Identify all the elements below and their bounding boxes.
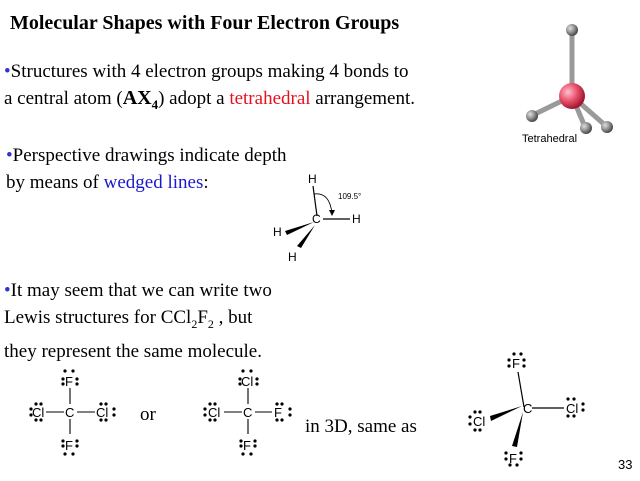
lewis1-center: C xyxy=(65,405,75,420)
same-as-text: in 3D, same as xyxy=(305,416,417,437)
lewis3d-left: Cl xyxy=(473,414,486,429)
bullet2-line1 xyxy=(6,142,287,169)
bullet-marker: • xyxy=(4,280,11,301)
bullet1-line2 xyxy=(4,85,415,118)
f-symbol: F xyxy=(197,307,208,328)
bullet3-line1-text: It may seem that we can write two xyxy=(10,280,272,301)
lewis2-left: Cl xyxy=(208,405,221,420)
bullet2-text-c: : xyxy=(203,172,209,193)
model-caption: Tetrahedral xyxy=(522,133,578,145)
h-bottom: H xyxy=(288,250,297,264)
lewis-3d-structure xyxy=(458,350,588,468)
page-number: 33 xyxy=(618,457,633,472)
lewis2-top: Cl xyxy=(241,374,254,389)
carbon-center: C xyxy=(312,212,321,226)
model-bonds xyxy=(533,31,606,127)
lewis3d-right: Cl xyxy=(566,401,579,416)
bullet-marker: • xyxy=(4,61,11,82)
lewis-structure-2 xyxy=(202,366,294,458)
bullet3-line2 xyxy=(4,304,272,338)
angle-label: 109.5° xyxy=(338,192,362,201)
lewis3d-top: F xyxy=(512,356,520,371)
bullet3-line2-text: Lewis structures for CCl xyxy=(4,307,192,328)
lewis3d-center: C xyxy=(523,401,533,416)
h-right: H xyxy=(352,212,361,226)
h-left: H xyxy=(273,225,282,239)
lewis3d-bottom: F xyxy=(509,451,517,466)
bullet-tetrahedral xyxy=(4,58,415,118)
bullet2-text-a: Perspective drawings indicate depth xyxy=(12,145,287,166)
bullet-wedged-lines xyxy=(6,142,287,196)
h-top: H xyxy=(308,172,317,186)
tetrahedral-highlight: tetrahedral xyxy=(229,88,311,109)
bullet1-line1 xyxy=(4,58,415,85)
model-atom-top xyxy=(566,24,578,36)
wedge-diagram xyxy=(268,170,378,265)
bullet3-line3-text: they represent the same molecule. xyxy=(4,340,262,362)
lewis2-center: C xyxy=(243,405,253,420)
lewis2-right: F xyxy=(274,405,282,420)
bullet3-line2-tail: , but xyxy=(213,307,253,328)
f-subscript: 2 xyxy=(207,316,214,331)
bullet3-line1 xyxy=(4,277,272,304)
bullet1-text-a: Structures with 4 electron groups making 4 bonds to xyxy=(10,61,409,82)
model-atom-left xyxy=(526,110,538,122)
slide-title: Molecular Shapes with Four Electron Groups xyxy=(10,12,400,34)
bullet2-line2 xyxy=(6,169,287,196)
wedged-lines-highlight: wedged lines xyxy=(103,172,204,193)
ax-subscript: 4 xyxy=(151,96,159,112)
bullet1-text-c: ) adopt a xyxy=(158,88,230,109)
model-atom-right xyxy=(601,121,613,133)
lewis1-bottom: F xyxy=(65,438,73,453)
model-central-atom xyxy=(559,83,585,109)
bullet1-text-b: a central atom ( xyxy=(4,88,123,109)
ax-formula: AX xyxy=(122,87,152,109)
lewis1-top: F xyxy=(65,374,73,389)
bullet1-text-d: arrangement. xyxy=(310,88,415,109)
or-text: or xyxy=(140,404,156,425)
bullet3-line3 xyxy=(4,338,272,365)
lewis2-bottom: F xyxy=(243,438,251,453)
bullet2-text-b: by means of xyxy=(6,172,104,193)
cl-subscript: 2 xyxy=(191,316,198,331)
bullet-lewis-structures xyxy=(4,277,272,365)
model-atom-front xyxy=(580,122,592,134)
angle-arrow xyxy=(329,210,335,216)
bullet-marker: • xyxy=(6,145,13,166)
tetrahedral-model xyxy=(520,18,620,134)
lewis1-left: Cl xyxy=(32,405,45,420)
lewis-structure-1 xyxy=(28,366,118,458)
lewis1-right: Cl xyxy=(96,405,109,420)
